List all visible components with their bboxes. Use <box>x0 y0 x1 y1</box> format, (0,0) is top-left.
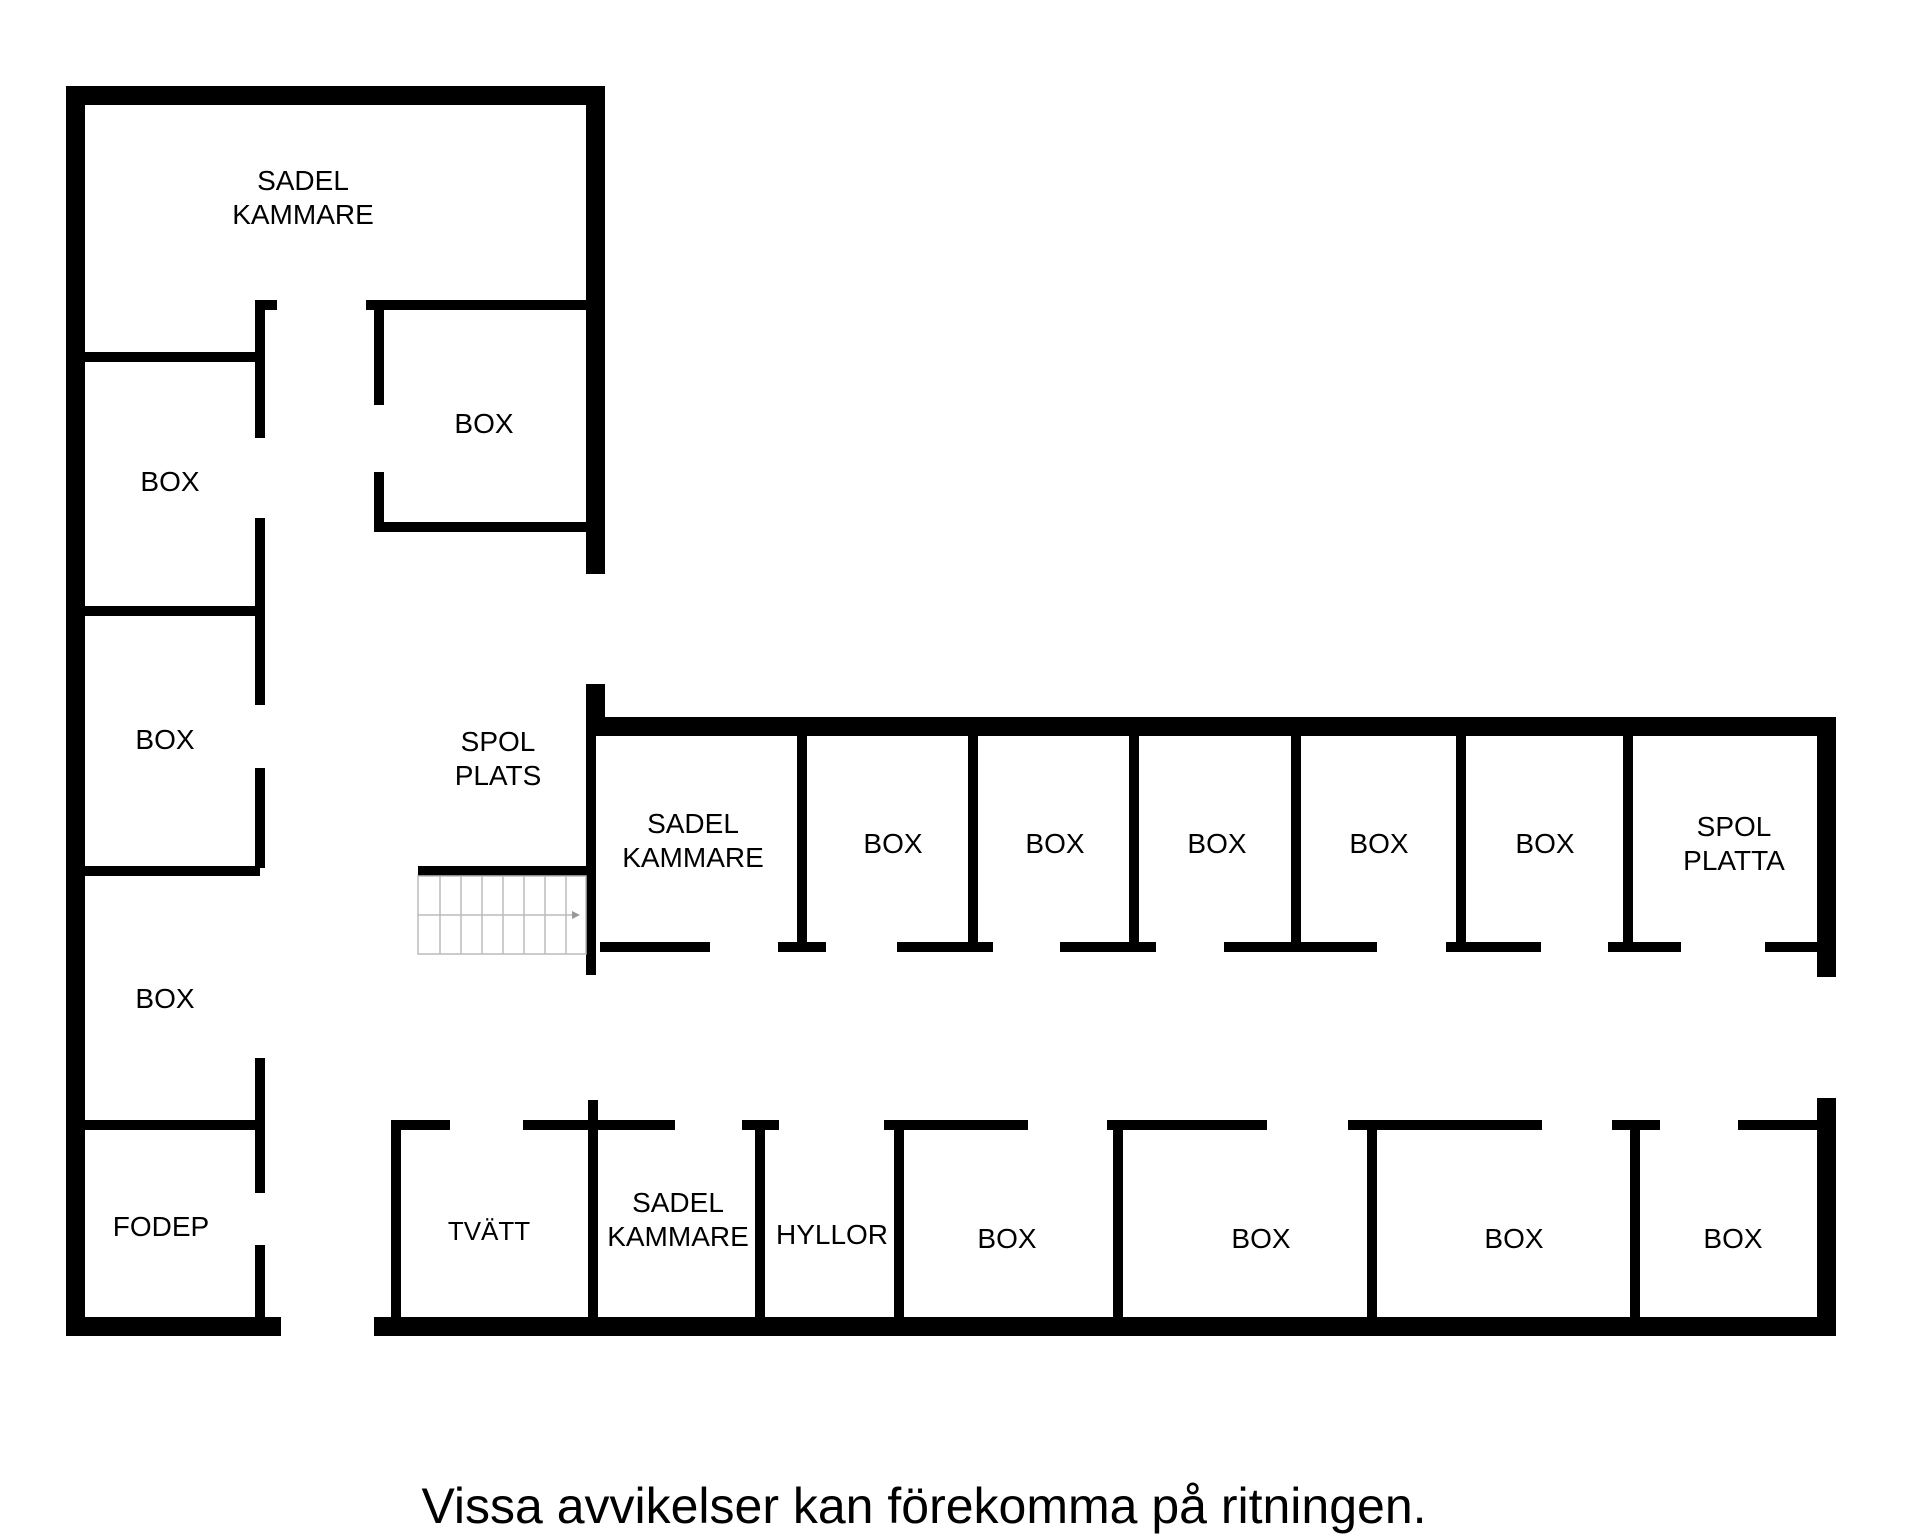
room-label-sadel-kammare-mid-line2: KAMMARE <box>622 842 764 873</box>
stair-wall-top <box>418 866 596 876</box>
corridor-wall-upper <box>600 942 710 952</box>
room-label-spol-plats-line1: SPOL <box>460 726 536 757</box>
corridor-wall-upper <box>897 942 993 952</box>
room-label-box-top-row: BOX <box>863 828 923 859</box>
room-label-box-top-row: BOX <box>1025 828 1085 859</box>
room-divider <box>85 606 260 616</box>
partition <box>1129 736 1139 951</box>
corridor-wall-upper <box>1446 942 1541 952</box>
corridor-wall-left <box>255 1245 265 1320</box>
room-label-box-top-row: BOX <box>1349 828 1409 859</box>
room-label-sadel-kammare-mid-line1: SADEL <box>647 808 739 839</box>
partition <box>391 1120 401 1320</box>
room-label-hyllor: HYLLOR <box>775 1219 889 1250</box>
partition <box>1291 736 1301 951</box>
room-label-box-bottom-row: BOX <box>1703 1223 1763 1254</box>
outer-wall-right-lower <box>1817 1098 1836 1336</box>
stair-wall-right <box>586 720 596 975</box>
outer-wall-right-upper <box>1817 717 1836 977</box>
room-label-box-left-1: BOX <box>140 466 200 497</box>
room-label-sadel-kammare-top-line1: SADEL <box>257 165 349 196</box>
disclaimer-text: Vissa avvikelser kan förekomma på ritningen. <box>421 1478 1427 1534</box>
outer-wall-left-wing-right-upper <box>586 86 605 574</box>
room-label-spol-platta-line2: PLATTA <box>1683 845 1785 876</box>
partition <box>968 736 978 951</box>
room-divider <box>85 866 260 876</box>
outer-wall-left <box>66 86 85 1336</box>
corridor-wall-upper <box>1224 942 1377 952</box>
outer-wall-top-right <box>586 717 1836 736</box>
corridor-wall-lower <box>1348 1120 1542 1130</box>
corridor-wall-lower <box>523 1120 675 1130</box>
room-label-sadel-kammare-bottom-line1: SADEL <box>632 1187 724 1218</box>
room-label-box-bottom-row: BOX <box>1231 1223 1291 1254</box>
corridor-wall-lower <box>1738 1120 1820 1130</box>
corridor-wall-upper <box>1765 942 1820 952</box>
partition <box>1113 1120 1123 1320</box>
room-label-sadel-kammare-bottom-line2: KAMMARE <box>607 1221 749 1252</box>
room-label-box-bottom-row: BOX <box>1484 1223 1544 1254</box>
inner-box-top <box>366 300 591 310</box>
partition <box>894 1120 904 1320</box>
room-divider <box>85 1120 260 1130</box>
room-label-box-top-row: BOX <box>1187 828 1247 859</box>
partition <box>755 1120 765 1320</box>
corridor-wall-lower <box>1107 1120 1267 1130</box>
corridor-wall-top-stub <box>255 300 277 310</box>
room-label-fodep: FODEP <box>112 1211 210 1242</box>
room-label-box-left-2: BOX <box>135 724 195 755</box>
outer-wall-top-left <box>66 86 605 105</box>
room-divider <box>85 352 260 362</box>
room-label-box-upper-inner: BOX <box>454 408 514 439</box>
room-label-box-bottom-row: BOX <box>977 1223 1037 1254</box>
inner-box-left <box>374 300 384 405</box>
corridor-wall-lower <box>884 1120 1028 1130</box>
outer-wall-bottom-left <box>66 1317 281 1336</box>
corridor-wall-left <box>255 768 265 868</box>
room-label-spol-platta-line1: SPOL <box>1696 811 1772 842</box>
room-label-sadel-kammare-top-line2: KAMMARE <box>232 199 374 230</box>
outer-wall-left-wing-right-lower <box>586 684 605 721</box>
staircase <box>418 876 586 954</box>
room-label-spol-plats-line2: PLATS <box>454 760 542 791</box>
partition <box>588 1100 598 1320</box>
partition <box>797 736 807 951</box>
corridor-wall-upper <box>778 942 826 952</box>
partition <box>1623 736 1633 951</box>
inner-box-bottom <box>374 522 591 532</box>
partition <box>1367 1120 1377 1320</box>
room-label-box-left-3: BOX <box>135 983 195 1014</box>
stair-arrow-icon <box>572 911 580 919</box>
room-label-tvatt: TVÄTT <box>447 1216 531 1246</box>
partition <box>1456 736 1466 951</box>
corridor-wall-upper <box>1608 942 1681 952</box>
room-labels <box>113 165 1785 1254</box>
corridor-wall-upper <box>1060 942 1156 952</box>
partition <box>1630 1120 1640 1320</box>
room-label-box-top-row: BOX <box>1515 828 1575 859</box>
corridor-wall-left <box>255 300 265 438</box>
walls <box>66 86 1836 1336</box>
